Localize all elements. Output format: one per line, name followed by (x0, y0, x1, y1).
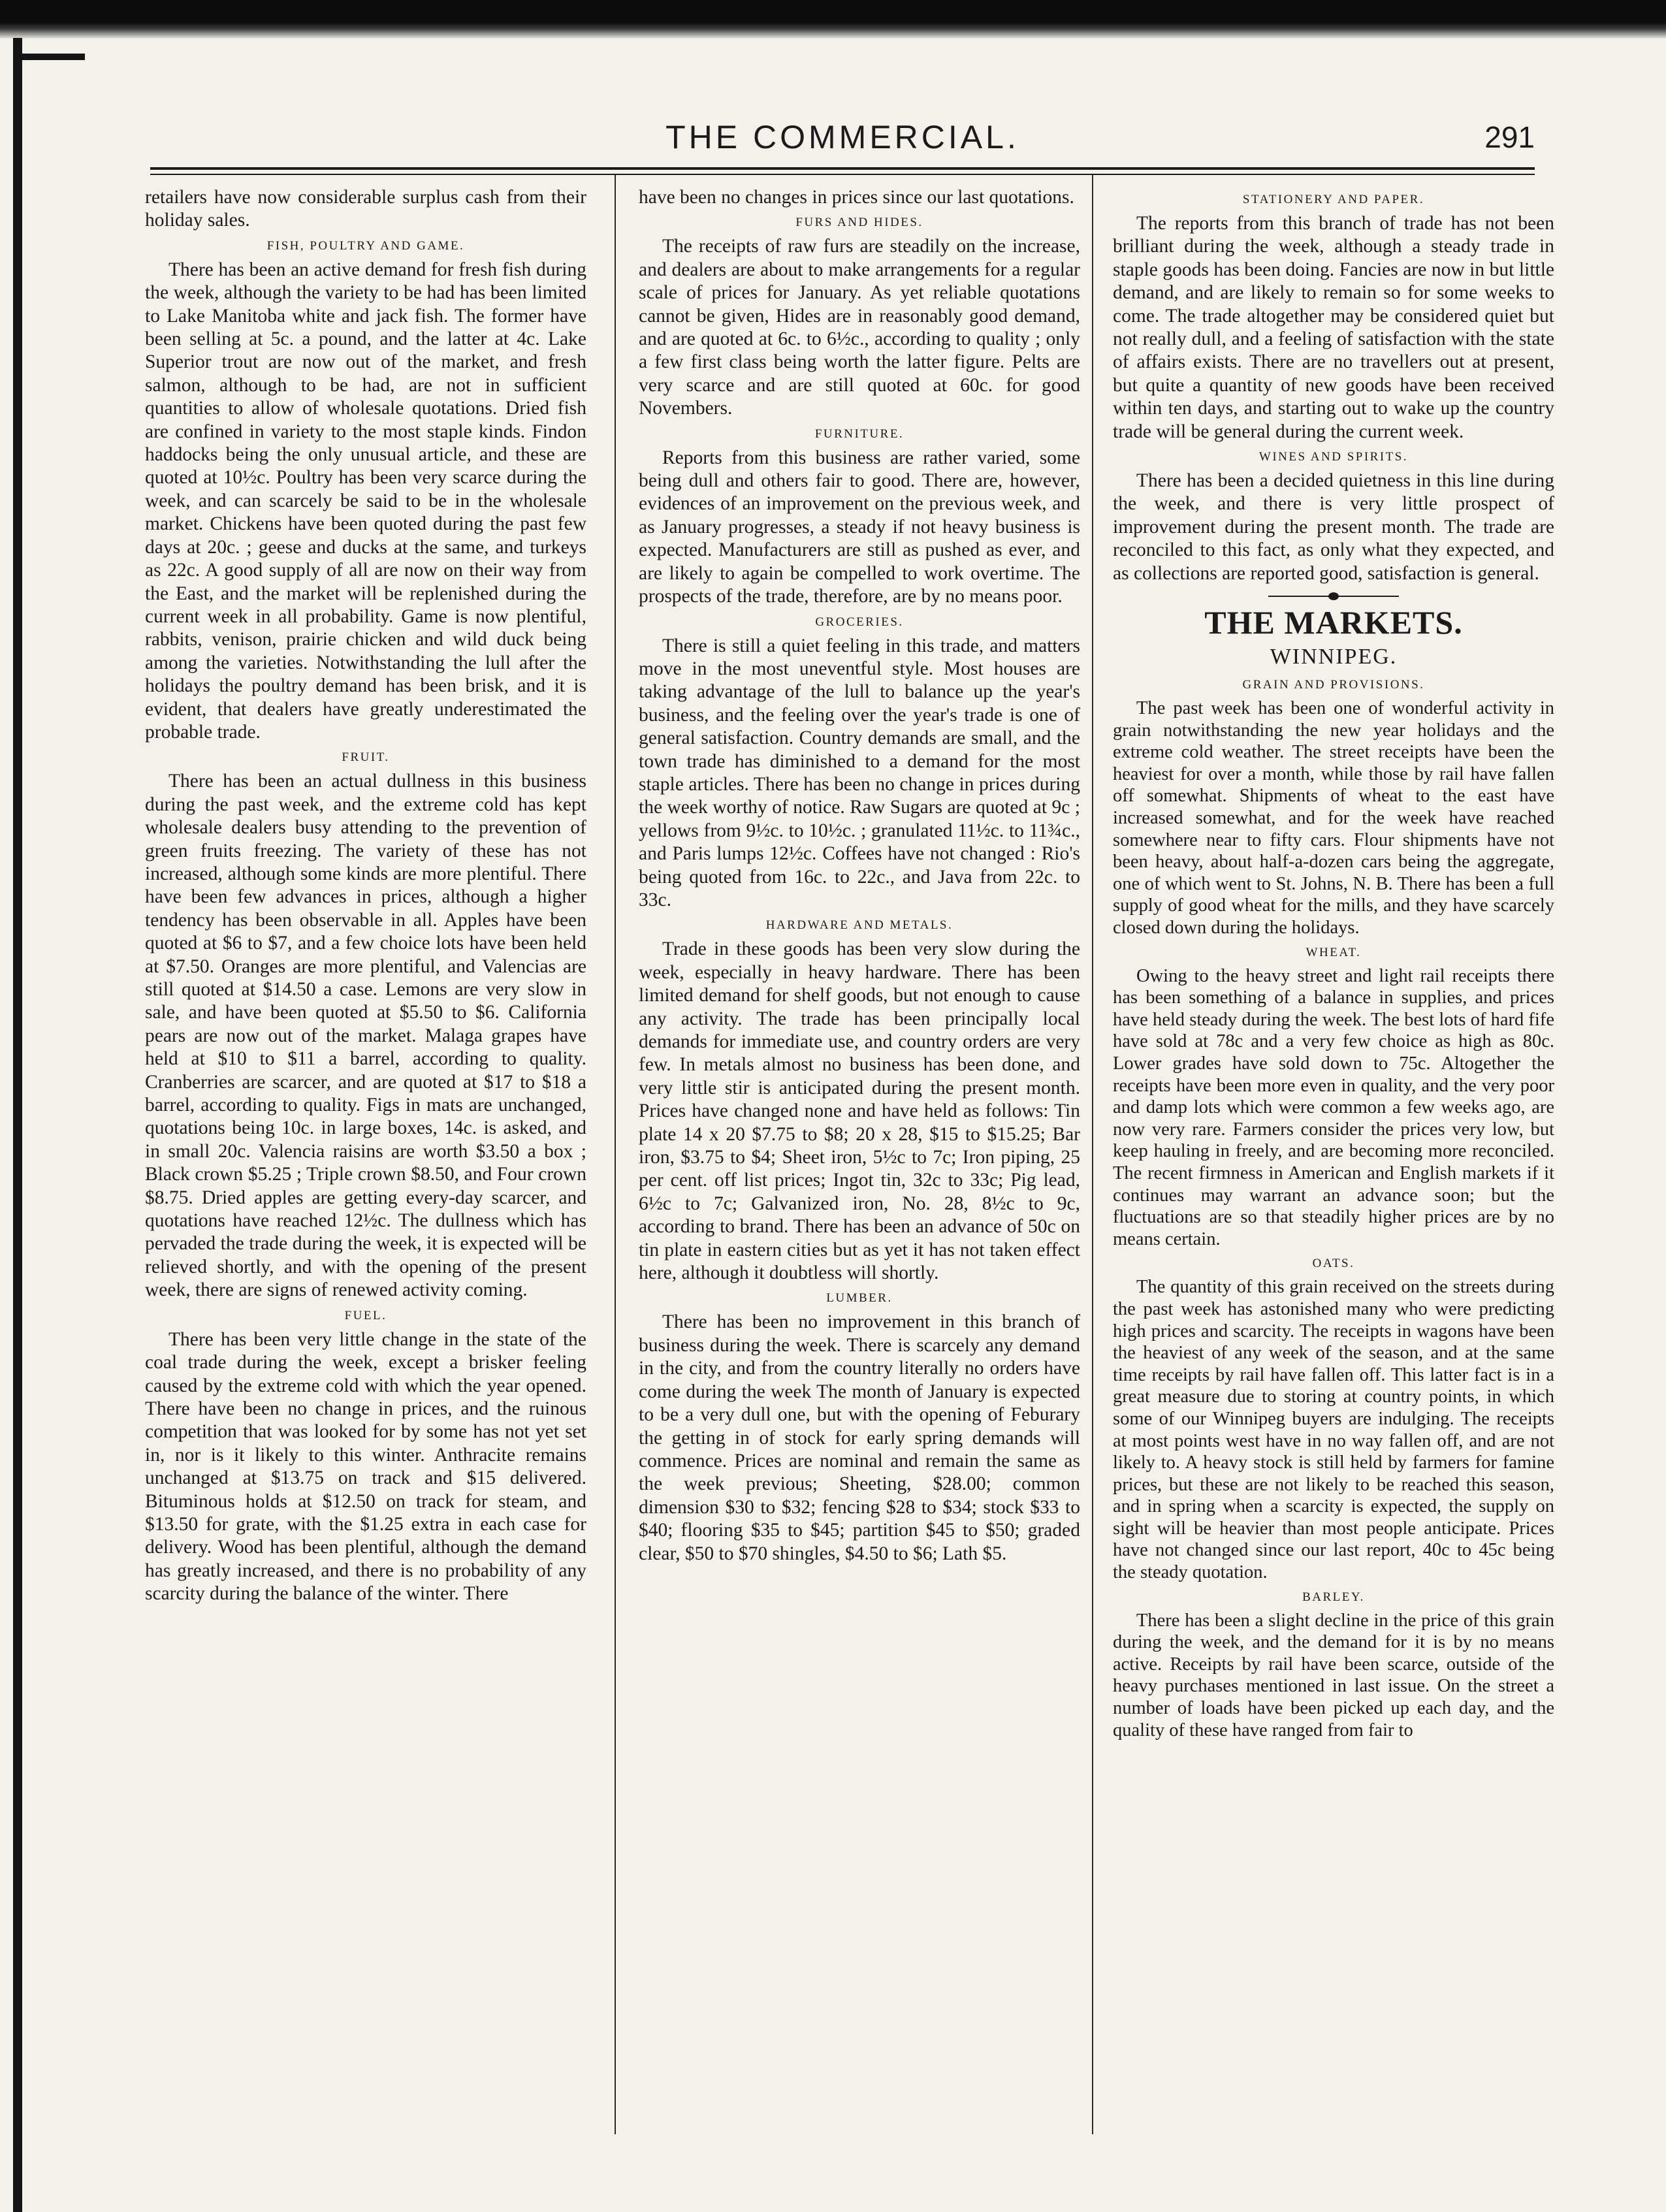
section-heading: FURS AND HIDES. (795, 216, 923, 230)
article-paragraph: There has been very little change in the state of the coal trade during the week, except a brisker feeling caused by the extreme cold with which the year opened. There have been no change in prices, and the ruinous competition that was looked for by some has not yet set in, nor is it likely to this winter. Anthracite remains unchanged at $13.75 on track and $15 delivered. Bituminous holds at $12.50 on track for steam, and $13.50 for grate, with the $1.25 extra in each case for delivery. Wood has been plentiful, although the demand has greatly increased, and there is no probability of any scarcity during the balance of the winter. There (145, 1328, 586, 1605)
column-3-upper-content (1113, 191, 1554, 585)
column-3 (1113, 186, 1554, 2145)
markets-city: WINNIPEG. (1270, 645, 1398, 669)
page-number: 291 (1484, 120, 1535, 154)
section-heading: LUMBER. (826, 1291, 893, 1306)
section-heading: GROCERIES. (815, 615, 904, 629)
article-paragraph: There has been a decided quietness in this line during the week, and there is very little prospect of improvement during the present month. The trade are reconciled to this fact, as only what they expected, and as collections are reported good, satisfaction is general. (1113, 470, 1554, 584)
page-header (150, 118, 1535, 163)
article-paragraph: There has been a slight decline in the price of this grain during the week, and the demand for it is by no means active. Receipts by rail have been scarce, outside of the heavy purchases mentioned in last issue. On the street a number of loads have been picked up each day, and the quality of these have ranged from fair to (1113, 1610, 1554, 1740)
scan-left-notch (13, 54, 85, 60)
article-paragraph: There is still a quiet feeling in this trade, and matters move in the most uneventful style. Most houses are taking advantage of the lull to balance up the year's business, and the feeling over the year's trade is one of general satisfaction. Country demands are small, and the town trade has diminished to a demand for the most staple articles. There has been no change in prices during the week worthy of notice. Raw Sugars are quoted at 9c ; yellows from 9½c. to 10½c. ; granulated 11½c. to 11¾c., and Paris lumps 12½c. Coffees have not changed : Rio's being quoted from 16c. to 22c., and Java from 22c. to 33c. (639, 635, 1080, 910)
article-paragraph: The quantity of this grain received on the streets during the past week has astonished many who were predicting high prices and scarcity. The receipts in wagons have been the heaviest of any week of the season, and at the same time receipts by rail have fallen off. This latter fact is in a great measure due to storing at country points, in which some of our Winnipeg buyers are indulging. The receipts at most points west have in no way fallen off, and are not likely to. A heavy stock is still held by farmers for famine prices, but these are not likely to be reached this season, and in spring when a scarcity is expected, the supply on sight will be heavier than most people anticipate. Prices have not changed since our last report, 40c to 45c being the steady quotation. (1113, 1277, 1554, 1583)
section-heading: FURNITURE. (814, 426, 905, 441)
column-2 (639, 186, 1080, 2145)
column-2-content (639, 186, 1080, 1565)
ornamental-divider (1268, 596, 1399, 597)
section-heading: GRAIN AND PROVISIONS. (1242, 678, 1425, 692)
section-heading: STATIONERY AND PAPER. (1242, 193, 1425, 206)
article-paragraph: The reports from this branch of trade has not been brilliant during the week, although a steady trade in staple goods has been doing. Fancies are now in but little demand, and are likely to remain so for some weeks to come. The trade altogether may be considered quiet but not really dull, and a feeling of satisfaction with the state of affairs exists. There are no travellers out at present, but quite a quantity of new goods have been received within ten days, and starting out to wake up the country trade will be general during the current week. (1113, 213, 1554, 442)
article-paragraph: Reports from this business are rather varied, some being dull and others fair to good. There are, however, evidences of an improvement on the previous week, and as January progresses, a steady if not heavy business is expected. Manufacturers are still as pushed as ever, and are likely to again be compelled to work overtime. The prospects of the trade, therefore, are by no means poor. (639, 447, 1080, 607)
section-heading: HARDWARE AND METALS. (765, 918, 953, 933)
article-paragraph: The past week has been one of wonderful activity in grain notwithstanding the new year holidays and the extreme cold weather. The street receipts have been the heaviest for over a month, while those by rail have fallen off somewhat. Shipments of wheat to the east have increased somewhat, and for the week have reached somewhere near to fifty cars. Flour shipments have not been heavy, about half-a-dozen cars being the aggregate, one of which went to St. Johns, N. B. There has been a full supply of good wheat for the mills, and they have scarcely closed down during the holidays. (1113, 698, 1554, 938)
article-paragraph: have been no changes in prices since our last quotations. (639, 187, 1074, 208)
article-paragraph: retailers have now considerable surplus cash from their holiday sales. (145, 187, 586, 231)
article-paragraph: There has been an active demand for fresh fish during the week, although the variety to be had has been limited to Lake Manitoba white and jack fish. The former have been selling at 5c. a pound, and the latter at 4c. Lake Superior trout are now out of the market, and fresh salmon, although to be had, are not in sufficient quantities to allow of wholesale quotations. Dried fish are confined in variety to the most staple kinds. Findon haddocks being the only unusual article, and these are quoted at 10½c. Poultry has been very scarce during the week, and can scarcely be said to be in the wholesale market. Chickens have been quoted during the past few days at 20c. ; geese and ducks at the same, and turkeys as 22c. A good supply of all are now on their way from the East, and the market will be replenished during the current week in all probability. Game is now plentiful, rabbits, venison, prairie chicken and wild duck being among the varieties. Notwithstanding the lull after the holidays the poultry demand has been brisk, and it is evident, that dealers have greatly underestimated the probable trade. (145, 259, 586, 743)
markets-title: THE MARKETS. (1204, 604, 1463, 641)
masthead: THE COMMERCIAL. (665, 119, 1019, 155)
column-divider (615, 175, 616, 2134)
section-heading: WHEAT. (1306, 945, 1362, 959)
article-paragraph: There has been an actual dullness in this business during the past week, and the extreme cold has kept wholesale dealers busy attending to the prevention of green fruits freezing. The variety of these has not increased, although some kinds are more plentiful. There have been few advances in prices, although a higher tendency has been observable in all. Apples have been quoted at $6 to $7, and a few choice lots have been held at $7.50. Oranges are more plentiful, and Valencias are still quoted at $14.50 a case. Lemons are very slow in sale, and have been quoted at $5.50 to $6. California pears are now out of the market. Malaga grapes have held at $10 to $11 a barrel, according to quality. Cranberries are scarcer, and are quoted at $17 to $18 a barrel, according to quality. Figs in mats are unchanged, quotations being 10c. in large boxes, 14c. is asked, and in small 20c. Valencia raisins are worth $3.50 a box ; Black crown $5.25 ; Triple crown $8.50, and Four crown $8.75. Dried apples are getting every-day scarcer, and quotations have reached 12½c. The dullness which has pervaded the trade during the week, it is expected will be relieved shortly, and with the opening of the present week, there are signs of renewed activity coming. (145, 771, 586, 1301)
section-heading: OATS. (1312, 1257, 1355, 1271)
header-rule-thin (150, 174, 1535, 175)
column-1-content (145, 186, 586, 1606)
article-paragraph: There has been no improvement in this branch of business during the week. There is scarcely any demand in the city, and from the country literally no orders have come during the week The month of January is expected to be a very dull one, but with the opening of Feburary the getting in of stock for early spring demands will commence. Prices are nominal and remain the same as the week previous; Sheeting, $28.00; common dimension $30 to $32; fencing $28 to $34; stock $33 to $40; flooring $35 to $45; partition $45 to $50; graded clear, $50 to $70 shingles, $4.50 to $6; Lath $5. (639, 1311, 1080, 1564)
section-heading: FISH, POULTRY AND GAME. (266, 238, 465, 253)
column-3-lower-content (1113, 677, 1554, 1741)
scan-left-edge (13, 38, 22, 2212)
column-divider (1092, 175, 1093, 2134)
article-paragraph: The receipts of raw furs are steadily on the increase, and dealers are about to make arrangements for a regular scale of prices for January. As yet reliable quotations cannot be given, Hides are in reasonably good demand, and are quoted at 6c. to 6½c., according to quality ; only a few first class being worth the latter figure. Pelts are very scarce and are still quoted at 60c. for good Novembers. (639, 236, 1080, 419)
article-paragraph: Trade in these goods has been very slow during the week, especially in heavy hardware. There has been limited demand for shelf goods, but not enough to cause any activity. The trade has been principally local demands for immediate use, and country orders are very few. In metals almost no business has been done, and very little stir is anticipated during the present month. Prices have changed none and have held as follows: Tin plate 14 x 20 $7.75 to $8; 20 x 28, $15 to $15.25; Bar iron, $3.75 to $4; Sheet iron, 5½c to 7c; Iron piping, 25 per cent. off list prices; Ingot tin, 32c to 33c; Pig lead, 6½c to 7c; Galvanized iron, No. 28, 8½c to 9c, according to brand. There has been an advance of 50c on tin plate in eastern cities but as yet it has not taken effect here, although it doubtless will shortly. (639, 938, 1080, 1284)
article-paragraph: Owing to the heavy street and light rail receipts there has been something of a balance in supplies, and prices have held steady during the week. The best lots of hard fife have sold at 78c and a very few choice as high as 80c. Lower grades have sold down to 75c. Altogether the receipts have been more even in quality, and the very poor and damp lots which were common a few weeks ago, are now very rare. Farmers consider the prices very low, but keep hauling in freely, and are becoming more reconciled. The recent firmness in American and English markets if it continues may warrant an advance soon; but the fluctuations are so that steadily higher prices are by no means certain. (1113, 965, 1554, 1249)
section-heading: FUEL. (344, 1308, 387, 1322)
column-1 (145, 186, 586, 2145)
section-heading: BARLEY. (1302, 1590, 1365, 1604)
section-heading: WINES AND SPIRITS. (1258, 450, 1409, 464)
header-rule-thick (150, 167, 1535, 170)
section-heading: FRUIT. (342, 750, 390, 765)
scan-top-edge (0, 0, 1666, 39)
